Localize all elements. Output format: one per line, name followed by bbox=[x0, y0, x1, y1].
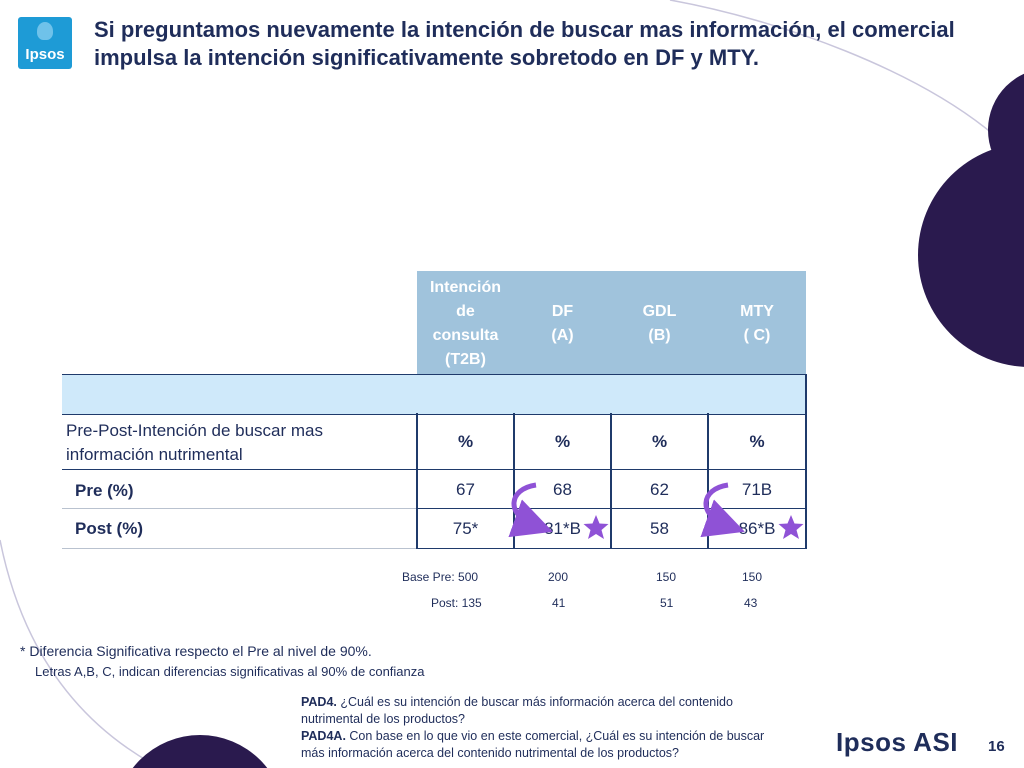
arrow-up-right-icon bbox=[514, 485, 536, 525]
arrow-up-right-icon bbox=[706, 485, 728, 525]
table-cell: 67 bbox=[456, 479, 475, 499]
footnote-letters: Letras A,B, C, indican diferencias significativas al 90% de confianza bbox=[35, 664, 425, 679]
question-notes bbox=[301, 694, 781, 762]
brand-footer: Ipsos ASI bbox=[836, 727, 959, 757]
page-title: Si preguntamos nuevamente la intención de buscar mas información, el comercial impulsa la intención significativamente sobretodo en DF y MTY. bbox=[94, 17, 955, 70]
footnote-significance: * Diferencia Significativa respecto el Pre al nivel de 90%. bbox=[20, 643, 372, 659]
table-rule bbox=[416, 413, 418, 549]
question-pad4: PAD4. ¿Cuál es su intención de buscar más información acerca del contenido nutrimental de los productos? bbox=[301, 695, 733, 726]
header-intencion: Intención de consulta (T2B) bbox=[429, 279, 502, 368]
unit-cell: % bbox=[749, 431, 765, 451]
star-icon bbox=[584, 515, 609, 539]
logo-text: Ipsos bbox=[25, 46, 65, 63]
table-cell: 71B bbox=[741, 479, 773, 499]
base-value: 150 bbox=[656, 570, 677, 584]
table-band bbox=[62, 374, 806, 415]
star-icon bbox=[779, 515, 804, 539]
question-label: Pre-Post-Intención de buscar mas información nutrimental bbox=[66, 421, 324, 464]
table-cell: 58 bbox=[650, 518, 669, 538]
unit-cell: % bbox=[554, 431, 571, 451]
logo-head-icon bbox=[37, 22, 53, 40]
question-pad4a: PAD4A. Con base en lo que vio en este comercial, ¿Cuál es su intención de buscar más información acerca del contenido nutrimental de los productos? bbox=[301, 729, 765, 760]
base-value: 43 bbox=[744, 596, 758, 610]
row-label-post: Post (%) bbox=[75, 519, 143, 538]
table-rule bbox=[62, 508, 417, 509]
base-post-label: Post: 135 bbox=[431, 596, 482, 610]
row-label-pre: Pre (%) bbox=[75, 481, 134, 500]
table-rule bbox=[62, 548, 417, 549]
table-cell: 62 bbox=[650, 479, 669, 499]
base-value: 51 bbox=[660, 596, 674, 610]
base-pre-label: Base Pre: 500 bbox=[402, 570, 479, 584]
unit-cell: % bbox=[651, 431, 668, 451]
significance-markers bbox=[500, 475, 820, 550]
table-cell: 86*B bbox=[738, 518, 776, 538]
table-rule bbox=[62, 469, 806, 470]
base-value: 150 bbox=[742, 570, 763, 584]
header-df: DF (A) bbox=[551, 303, 574, 344]
page-number: 16 bbox=[988, 738, 1005, 755]
base-value: 200 bbox=[548, 570, 569, 584]
base-value: 41 bbox=[552, 596, 566, 610]
table-cell: 81*B bbox=[544, 518, 581, 538]
unit-cell: % bbox=[457, 431, 474, 451]
table-cell: 68 bbox=[553, 479, 572, 499]
header-gdl: GDL (B) bbox=[642, 303, 677, 344]
ipsos-logo bbox=[18, 17, 72, 69]
header-mty: MTY ( C) bbox=[740, 303, 774, 344]
table-cell: 75* bbox=[452, 518, 479, 538]
